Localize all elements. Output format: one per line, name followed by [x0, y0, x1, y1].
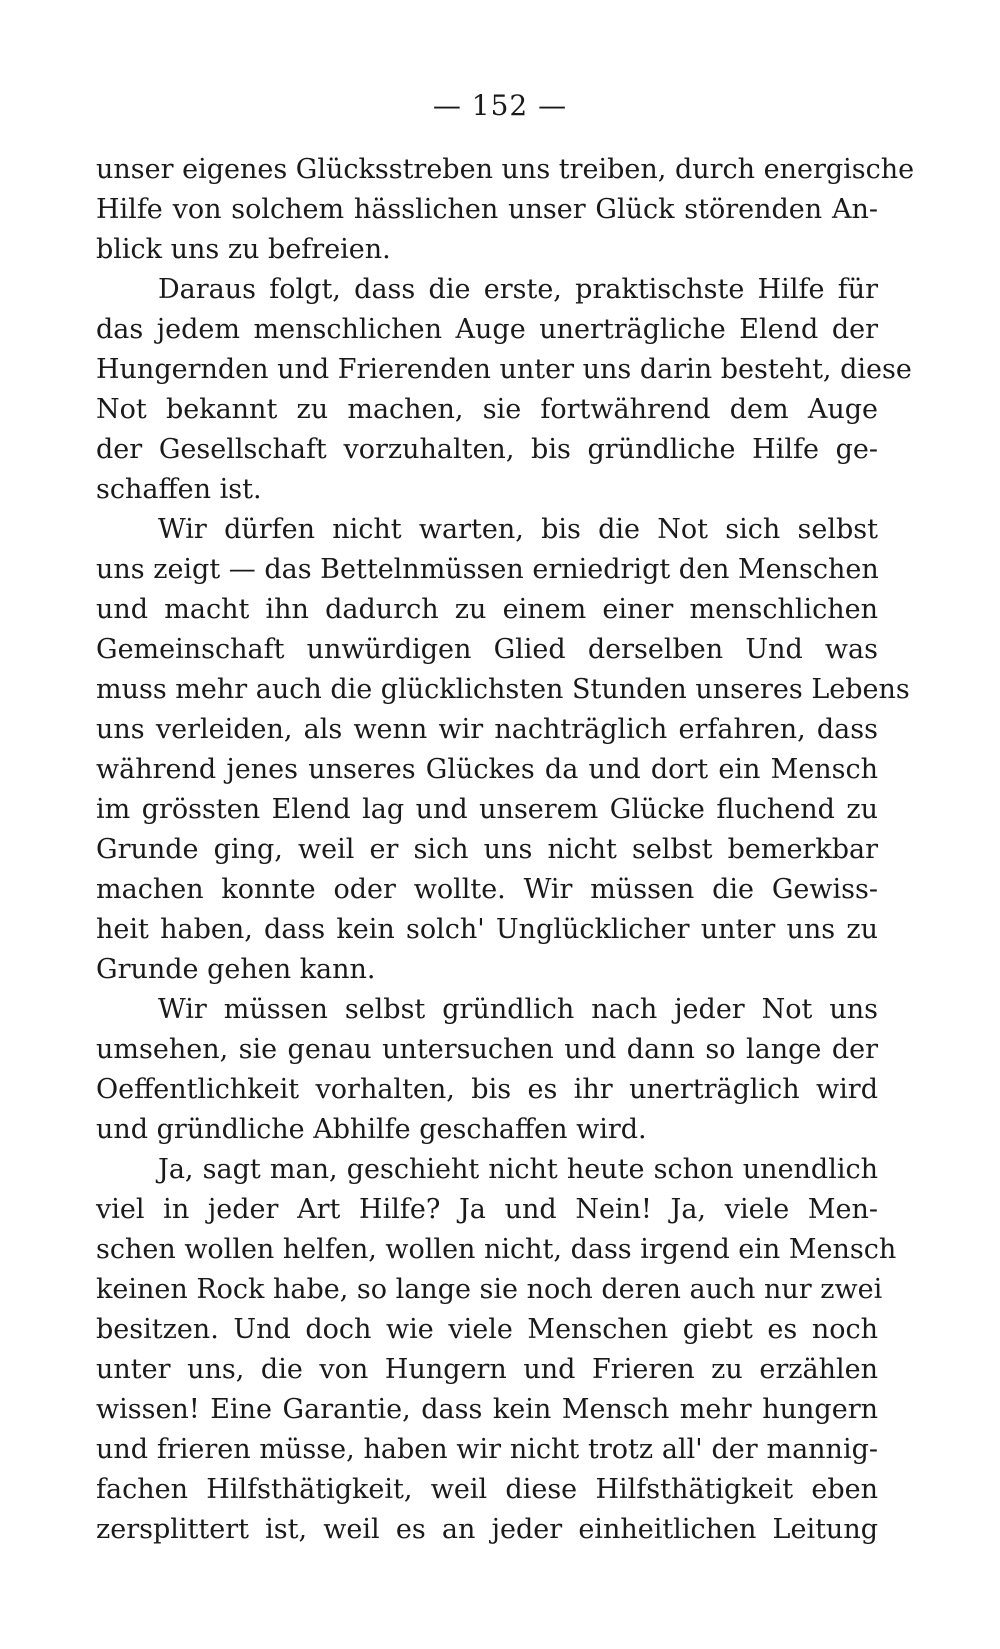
text-line: Grunde gehen kann.	[96, 954, 376, 985]
text-line: wissen! Eine Garantie, dass kein Mensch mehr hungern	[96, 1394, 878, 1425]
text-line: fachen Hilfsthätigkeit, weil diese Hilfsthätigkeit eben	[96, 1474, 878, 1505]
body-text	[96, 150, 915, 1550]
text-line: Grunde ging, weil er sich uns nicht selbst bemerkbar	[96, 834, 878, 865]
paragraph	[96, 150, 915, 270]
text-line: keinen Rock habe, so lange sie noch deren auch nur zwei	[96, 1274, 883, 1305]
text-line: Oeffentlichkeit vorhalten, bis es ihr unerträglich wird	[96, 1074, 878, 1105]
paragraph	[96, 990, 878, 1150]
text-line: Ja, sagt man, geschieht nicht heute schon unendlich	[158, 1154, 878, 1185]
text-line: umsehen, sie genau untersuchen und dann so lange der	[96, 1034, 878, 1065]
text-line: und gründliche Abhilfe geschaffen wird.	[96, 1114, 647, 1145]
text-line: unser eigenes Glücksstreben uns treiben, durch energische	[96, 154, 915, 185]
text-line: Daraus folgt, dass die erste, praktischste Hilfe für	[158, 274, 878, 305]
text-line: schaffen ist.	[96, 474, 262, 505]
text-line: uns zeigt — das Bettelnmüssen erniedrigt den Menschen	[96, 554, 879, 585]
text-line: das jedem menschlichen Auge unerträgliche Elend der	[96, 314, 878, 345]
text-line: Gemeinschaft unwürdigen Glied derselben Und was	[96, 634, 878, 665]
text-line: im grössten Elend lag und unserem Glücke fluchend zu	[96, 794, 878, 825]
text-line: blick uns zu befreien.	[96, 234, 391, 265]
text-line: Not bekannt zu machen, sie fortwährend dem Auge	[96, 394, 878, 425]
text-line: Wir müssen selbst gründlich nach jeder Not uns	[158, 994, 878, 1025]
text-line: Wir dürfen nicht warten, bis die Not sich selbst	[158, 514, 878, 545]
text-line: Hilfe von solchem hässlichen unser Glück störenden An-	[96, 194, 878, 225]
text-line: besitzen. Und doch wie viele Menschen giebt es noch	[96, 1314, 878, 1345]
page-number: — 152 —	[432, 89, 568, 122]
text-line: machen konnte oder wollte. Wir müssen die Gewiss-	[96, 874, 878, 905]
text-line: der Gesellschaft vorzuhalten, bis gründliche Hilfe ge-	[96, 434, 878, 465]
text-line: und frieren müsse, haben wir nicht trotz all' der mannig-	[96, 1434, 878, 1465]
text-line: und macht ihn dadurch zu einem einer menschlichen	[96, 594, 878, 625]
text-line: heit haben, dass kein solch' Unglücklicher unter uns zu	[96, 914, 878, 945]
text-line: uns verleiden, als wenn wir nachträglich erfahren, dass	[96, 714, 878, 745]
text-line: schen wollen helfen, wollen nicht, dass irgend ein Mensch	[96, 1234, 897, 1265]
text-line: muss mehr auch die glücklichsten Stunden unseres Lebens	[96, 674, 910, 705]
text-line: unter uns, die von Hungern und Frieren zu erzählen	[96, 1354, 878, 1385]
text-line: während jenes unseres Glückes da und dort ein Mensch	[96, 754, 878, 785]
paragraph	[96, 510, 910, 990]
paragraph	[96, 270, 912, 510]
text-line: viel in jeder Art Hilfe? Ja und Nein! Ja, viele Men-	[96, 1194, 878, 1225]
text-line: Hungernden und Frierenden unter uns darin besteht, diese	[96, 354, 912, 385]
paragraph	[96, 1150, 897, 1550]
text-line: zersplittert ist, weil es an jeder einheitlichen Leitung	[96, 1514, 878, 1545]
